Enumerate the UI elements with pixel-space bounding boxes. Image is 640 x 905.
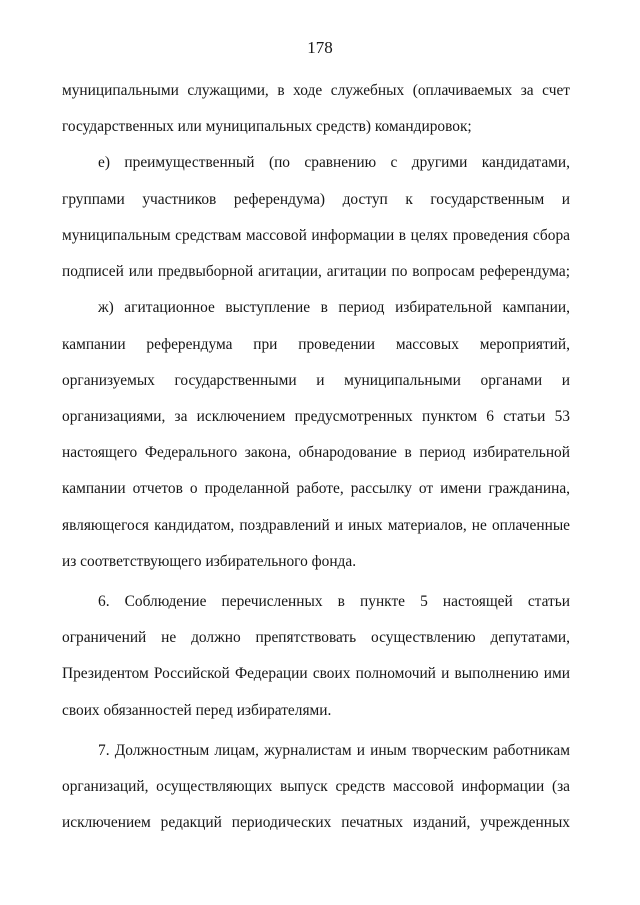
text-line: подписей или предвыборной агитации, агитации по вопросам референдума; [62, 263, 570, 280]
text-line: группами участников референдума) доступ к государственным и [62, 191, 570, 208]
text-line: кампании референдума при проведении массовых мероприятий, [62, 336, 570, 353]
text-line: 7. Должностным лицам, журналистам и иным творческим работникам [98, 742, 570, 759]
text-line: из соответствующего избирательного фонда. [62, 553, 357, 570]
text-line: своих обязанностей перед избирателями. [62, 702, 332, 719]
text-line: настоящего Федерального закона, обнародование в период избирательной [62, 444, 570, 461]
text-line: организациями, за исключением предусмотренных пунктом 6 статьи 53 [62, 408, 570, 425]
page-number: 178 [307, 38, 333, 57]
text-line: кампании отчетов о проделанной работе, рассылку от имени гражданина, [62, 480, 570, 497]
text-line: ж) агитационное выступление в период избирательной кампании, [98, 299, 570, 316]
text-line: организаций, осуществляющих выпуск средств массовой информации (за [62, 778, 570, 795]
text-line: муниципальным средствам массовой информации в целях проведения сбора [62, 227, 570, 244]
text-line: Президентом Российской Федерации своих полномочий и выполнению ими [62, 665, 570, 682]
text-line: исключением редакций периодических печатных изданий, учрежденных [62, 814, 570, 831]
text-line: 6. Соблюдение перечисленных в пункте 5 настоящей статьи [98, 593, 570, 610]
text-line: государственных или муниципальных средств) командировок; [62, 118, 472, 135]
text-line: ограничений не должно препятствовать осуществлению депутатами, [62, 629, 570, 646]
text-line: являющегося кандидатом, поздравлений и иных материалов, не оплаченные [62, 517, 570, 534]
text-line: организуемых государственными и муниципальными органами и [62, 372, 570, 389]
text-line: е) преимущественный (по сравнению с другими кандидатами, [98, 154, 570, 171]
text-line: муниципальными служащими, в ходе служебных (оплачиваемых за счет [62, 82, 570, 99]
